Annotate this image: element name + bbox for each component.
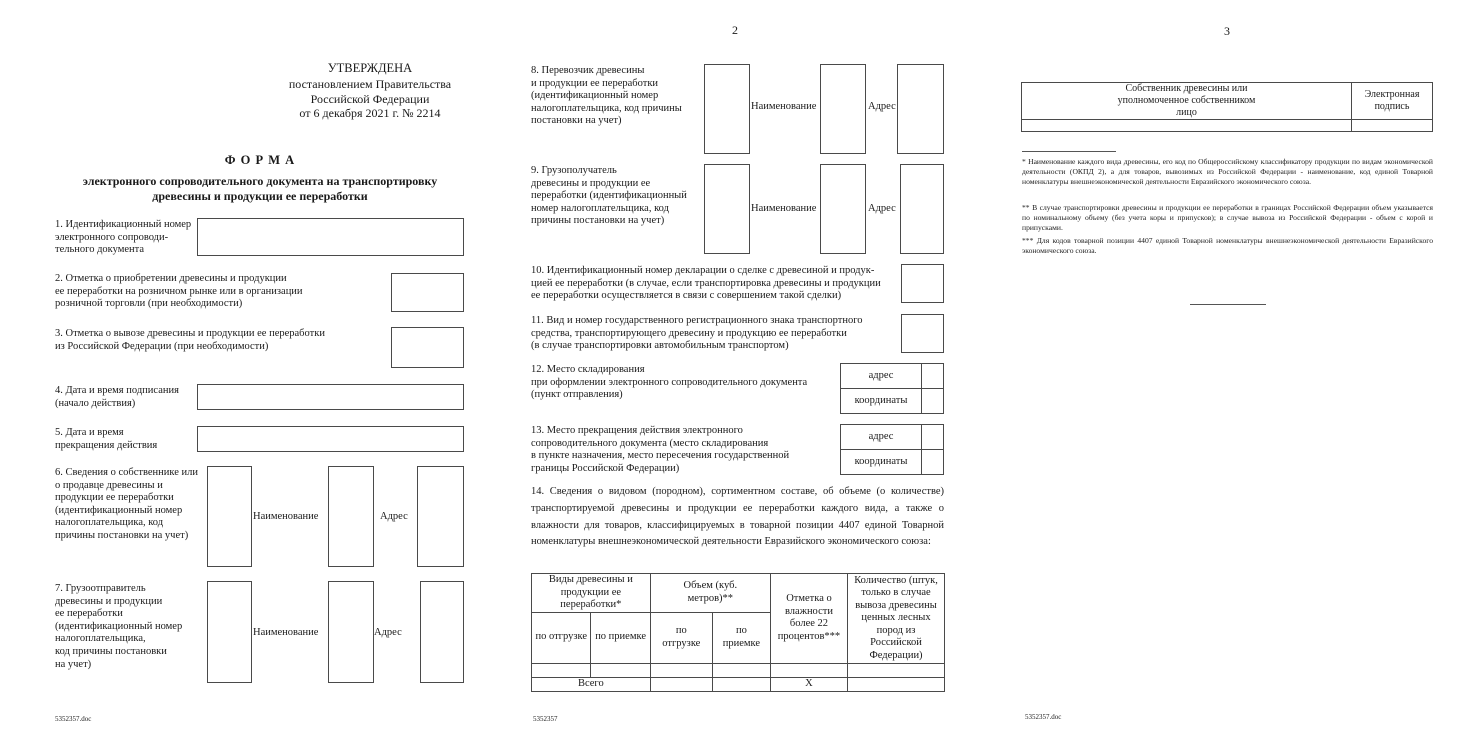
field-7-address-label: Адрес — [374, 627, 402, 638]
field-5-input[interactable] — [197, 426, 464, 452]
page-3-footer: 5352357.doc — [1025, 713, 1062, 721]
page-2 — [487, 0, 974, 750]
page-2-footer: 5352357 — [533, 715, 558, 723]
field-13-location-table — [840, 424, 944, 475]
cell-volume-acceptance[interactable] — [712, 663, 770, 677]
col-quantity-header: Количество (штук, только в случае вывоза древесины ценных лесных пород из Российской Федерации) — [848, 574, 945, 664]
approval-line-1: постановлением Правительства — [288, 77, 452, 91]
col-species-header: Виды древесины и продукции ее переработки* — [532, 574, 651, 613]
field-9-name-label: Наименование — [751, 203, 817, 214]
field-12-address-label: адрес — [841, 364, 922, 389]
signature-input[interactable] — [1352, 120, 1433, 132]
total-volume-acceptance[interactable] — [712, 677, 770, 691]
field-2-input[interactable] — [391, 273, 464, 312]
sub-species-shipment: по отгрузке — [532, 612, 591, 663]
page-3 — [974, 0, 1461, 750]
page-2-number: 2 — [732, 23, 738, 37]
field-3-label: 3. Отметка о вывозе древесины и продукции ее переработки из Российской Федерации (при необходимости) — [55, 328, 325, 352]
sub-volume-acceptance: по приемке — [712, 612, 770, 663]
owner-input[interactable] — [1022, 120, 1352, 132]
field-11-input[interactable] — [901, 314, 944, 353]
form-title: Ф О Р М А — [224, 153, 296, 167]
footnote-separator — [1022, 151, 1116, 152]
footnote-1: * Наименование каждого вида древесины, его код по Общероссийскому классификатору продукции по видам экономической деятельности (ОКПД 2), а для товаров, вывозимых из Российской Федерации - наименование, код единой Товарной номенклатуры внешнеэкономической деятельности Евразийского экономического союза. — [1022, 157, 1433, 187]
page-1 — [0, 0, 487, 750]
total-label: Всего — [532, 677, 651, 691]
field-8-address-input[interactable] — [897, 64, 944, 154]
field-6-label: 6. Сведения о собственнике или о продавце древесины и продукции ее переработки (идентификационный номер налогоплательщика, код причины постановки на учет) — [55, 467, 199, 541]
cell-quantity[interactable] — [848, 663, 945, 677]
field-1-label: 1. Идентификационный номер электронного сопроводи- тельного документа — [55, 219, 192, 256]
field-12-coords-input[interactable] — [922, 389, 944, 414]
total-volume-shipment[interactable] — [650, 677, 712, 691]
field-5-label: 5. Дата и время прекращения действия — [55, 427, 158, 451]
owner-header: Собственник древесины или уполномоченное собственником лицо — [1022, 83, 1352, 120]
field-12-address-input[interactable] — [922, 364, 944, 389]
field-7-name-label: Наименование — [253, 627, 319, 638]
field-2-label: 2. Отметка о приобретении древесины и продукции ее переработки на розничном рынке или в организации розничной торговли (при необходимости) — [55, 273, 303, 310]
field-9-address-input[interactable] — [900, 164, 944, 254]
field-9-label: 9. Грузополучатель древесины и продукции ее переработки (идентификационный номер налогоплательщика, код причины постановки на учет) — [531, 165, 687, 227]
field-9-inn-input[interactable] — [704, 164, 750, 254]
field-13-label: 13. Место прекращения действия электронного сопроводительного документа (место складирования в пункте назначения, место пересечения государственной границы Российской Федерации) — [531, 425, 790, 474]
footnote-3: *** Для кодов товарной позиции 4407 единой Товарной номенклатуры внешнеэкономической деятельности Евразийского экономического союза. — [1022, 236, 1433, 256]
field-9-name-input[interactable] — [820, 164, 866, 254]
table-row — [532, 663, 945, 677]
field-6-name-input[interactable] — [328, 466, 374, 567]
field-13-coords-input[interactable] — [922, 450, 944, 475]
field-10-input[interactable] — [901, 264, 944, 303]
field-11-label: 11. Вид и номер государственного регистрационного знака транспортного средства, транспортирующего древесину и продукцию ее переработки (в случае транспортировки автомобильным транспортом) — [531, 315, 863, 352]
field-7-inn-input[interactable] — [207, 581, 252, 683]
total-row — [532, 677, 945, 691]
field-6-address-label: Адрес — [380, 511, 408, 522]
field-12-label: 12. Место складирования при оформлении электронного сопроводительного документа (пункт отправления) — [531, 364, 808, 401]
form-subtitle-2: древесины и продукции ее переработки — [152, 189, 368, 203]
approval-title: УТВЕРЖДЕНА — [327, 61, 413, 75]
sub-volume-shipment: по отгрузке — [650, 612, 712, 663]
total-moisture: Х — [770, 677, 847, 691]
field-8-name-label: Наименование — [751, 101, 817, 112]
field-3-input[interactable] — [391, 327, 464, 368]
item-14-text: 14. Сведения о видовом (породном), сортиментном составе, об объеме (о количестве) транспортируемой древесины и продукции ее переработки каждого вида, а также о влажности для товаров, классифицируемых в товарной позиции 4407 единой Товарной номенклатуры внешнеэкономической деятельности Евразийского экономического союза: — [531, 486, 944, 548]
signature-header: Электронная подпись — [1352, 83, 1433, 120]
field-4-input[interactable] — [197, 384, 464, 410]
field-1-input[interactable] — [197, 218, 464, 256]
signature-table — [1021, 82, 1433, 132]
page-1-footer: 5352357.doc — [55, 715, 92, 723]
end-separator — [1190, 304, 1266, 305]
sub-species-acceptance: по приемке — [591, 612, 650, 663]
total-quantity[interactable] — [848, 677, 945, 691]
cell-species-acceptance[interactable] — [591, 663, 650, 677]
field-8-label: 8. Перевозчик древесины и продукции ее переработки (идентификационный номер налогоплательщика, код причины постановки на учет) — [531, 65, 682, 127]
field-6-name-label: Наименование — [253, 511, 319, 522]
field-13-address-input[interactable] — [922, 425, 944, 450]
field-8-inn-input[interactable] — [704, 64, 750, 154]
page-3-number: 3 — [1224, 24, 1230, 38]
field-8-address-label: Адрес — [868, 101, 896, 112]
approval-line-2: Российской Федерации — [310, 92, 430, 106]
species-volume-table — [531, 573, 945, 692]
field-6-address-input[interactable] — [417, 466, 464, 567]
field-13-address-label: адрес — [841, 425, 922, 450]
field-10-label: 10. Идентификационный номер декларации о сделке с древесиной и продук- цией ее переработки (в случае, если транспортировка древесины и продукции ее переработки осуществляется в связи с совершением такой сделки) — [531, 265, 881, 302]
field-12-location-table — [840, 363, 944, 414]
field-12-coords-label: координаты — [841, 389, 922, 414]
cell-volume-shipment[interactable] — [650, 663, 712, 677]
cell-moisture[interactable] — [770, 663, 847, 677]
col-moisture-header: Отметка о влажности более 22 процентов*** — [770, 574, 847, 664]
field-7-label: 7. Грузоотправитель древесины и продукции ее переработки (идентификационный номер налогоплательщика, код причины постановки на учет) — [55, 583, 183, 670]
field-6-inn-input[interactable] — [207, 466, 252, 567]
form-subtitle-1: электронного сопроводительного документа на транспортировку — [82, 174, 438, 188]
field-9-address-label: Адрес — [868, 203, 896, 214]
field-4-label: 4. Дата и время подписания (начало действия) — [55, 385, 179, 409]
field-8-name-input[interactable] — [820, 64, 866, 154]
field-7-address-input[interactable] — [420, 581, 464, 683]
footnote-2: ** В случае транспортировки древесины и продукции ее переработки в границах Российской Федерации объем указывается по номинальному объему (без учета коры и припусков); в случае вывоза из Российской Федерации - объем с корой и припусками. — [1022, 203, 1433, 233]
approval-line-3: от 6 декабря 2021 г. № 2214 — [299, 106, 441, 120]
cell-species-shipment[interactable] — [532, 663, 591, 677]
col-volume-header: Объем (куб. метров)** — [650, 574, 770, 613]
field-13-coords-label: координаты — [841, 450, 922, 475]
field-7-name-input[interactable] — [328, 581, 374, 683]
